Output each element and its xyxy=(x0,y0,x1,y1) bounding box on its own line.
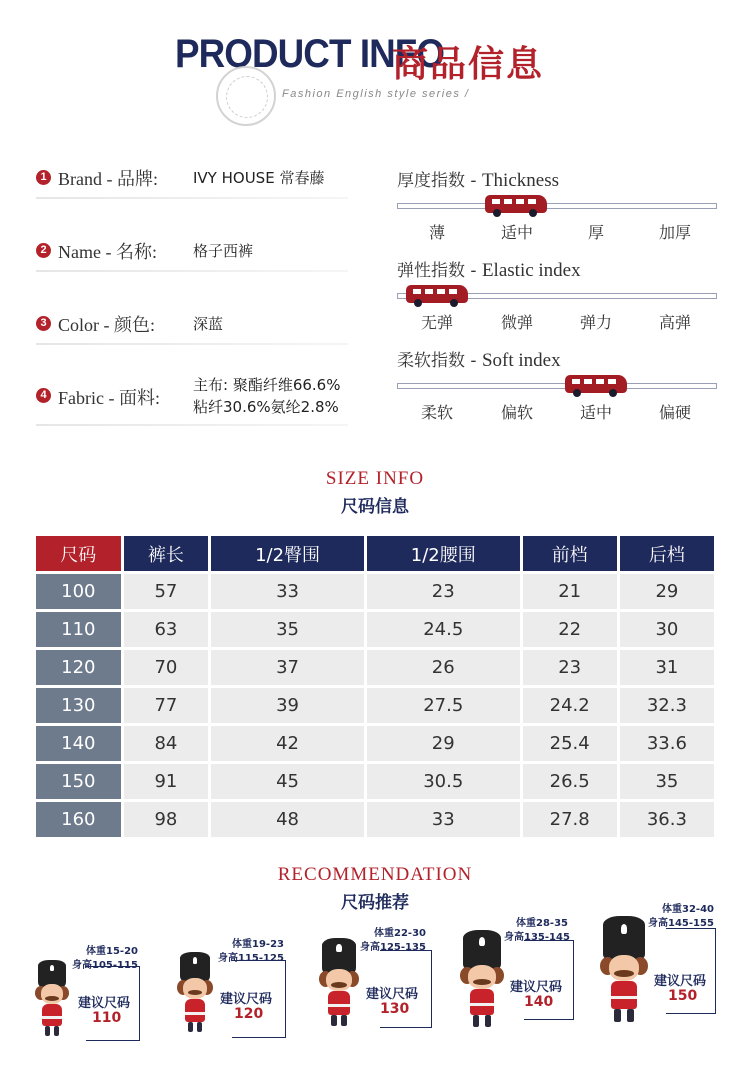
index-label: 加厚 xyxy=(658,223,691,242)
seal-logo xyxy=(216,66,276,126)
table-cell: 33 xyxy=(211,574,364,609)
size-cell: 160 xyxy=(36,802,121,837)
column-header: 1/2臀围 xyxy=(211,536,364,571)
number-badge: 4 xyxy=(36,388,51,403)
weight-range: 体重19-23 xyxy=(232,939,284,950)
index-label: 高弹 xyxy=(658,313,691,332)
table-cell: 21 xyxy=(523,574,617,609)
column-header: 尺码 xyxy=(36,536,121,571)
table-cell: 37 xyxy=(211,650,364,685)
attribute-value: IVY HOUSE 常春藤 xyxy=(193,169,325,187)
page-title-cn: 商品信息 xyxy=(392,44,545,85)
size-cell: 110 xyxy=(36,612,121,647)
table-cell: 36.3 xyxy=(620,802,714,837)
table-cell: 84 xyxy=(124,726,209,761)
index-label: 偏软 xyxy=(500,403,533,422)
height-range: 身高135-145 xyxy=(504,932,570,943)
table-row xyxy=(36,688,714,723)
height-range: 身高145-155 xyxy=(648,918,714,929)
index-label: 微弹 xyxy=(500,313,533,332)
table-cell: 23 xyxy=(367,574,520,609)
table-row xyxy=(36,612,714,647)
size-cell: 120 xyxy=(36,650,121,685)
index-label: 厚 xyxy=(587,223,604,242)
table-cell: 32.3 xyxy=(620,688,714,723)
recommended-size: 150 xyxy=(668,988,698,1004)
table-cell: 70 xyxy=(124,650,209,685)
size-cell: 140 xyxy=(36,726,121,761)
index-track xyxy=(397,383,717,389)
table-cell: 39 xyxy=(211,688,364,723)
height-range: 身高105-115 xyxy=(72,960,138,971)
divider xyxy=(36,270,348,272)
table-cell: 33 xyxy=(367,802,520,837)
table-row xyxy=(36,764,714,799)
table-cell: 24.5 xyxy=(367,612,520,647)
table-cell: 25.4 xyxy=(523,726,617,761)
table-cell: 63 xyxy=(124,612,209,647)
table-cell: 48 xyxy=(211,802,364,837)
table-cell: 35 xyxy=(620,764,714,799)
table-cell: 31 xyxy=(620,650,714,685)
table-row xyxy=(36,650,714,685)
weight-range: 体重28-35 xyxy=(516,918,568,929)
page-subtitle: Fashion English style series / xyxy=(282,88,470,100)
bus-marker-icon xyxy=(565,375,627,393)
table-cell: 77 xyxy=(124,688,209,723)
height-range: 身高125-135 xyxy=(360,942,426,953)
table-cell: 22 xyxy=(523,612,617,647)
number-badge: 2 xyxy=(36,243,51,258)
table-cell: 29 xyxy=(620,574,714,609)
table-cell: 26.5 xyxy=(523,764,617,799)
table-cell: 24.2 xyxy=(523,688,617,723)
index-label: 无弹 xyxy=(420,313,453,332)
table-cell: 33.6 xyxy=(620,726,714,761)
recommendation-title: RECOMMENDATION xyxy=(277,864,473,885)
divider xyxy=(36,424,348,426)
attribute-value: 深蓝 xyxy=(193,315,224,333)
table-cell: 57 xyxy=(124,574,209,609)
index-label: 适中 xyxy=(579,403,612,422)
attribute-label: Name - 名称: xyxy=(58,242,157,262)
advice-label: 建议尺码 xyxy=(654,974,707,989)
divider xyxy=(36,343,348,345)
attribute-value: 格子西裤 xyxy=(193,242,254,260)
page-title: PRODUCT INFO xyxy=(175,32,445,76)
index-label: 薄 xyxy=(428,223,445,242)
divider xyxy=(36,197,348,199)
weight-range: 体重15-20 xyxy=(86,946,138,957)
table-row xyxy=(36,574,714,609)
attribute-label: Color - 颜色: xyxy=(58,315,155,335)
size-cell: 130 xyxy=(36,688,121,723)
attribute-value-line2: 粘纤30.6%氨纶2.8% xyxy=(193,398,339,416)
height-range: 身高115-125 xyxy=(218,953,284,964)
recommended-size: 110 xyxy=(92,1010,122,1026)
column-header: 前档 xyxy=(523,536,617,571)
table-cell: 91 xyxy=(124,764,209,799)
recommended-size: 140 xyxy=(524,994,554,1010)
table-cell: 26 xyxy=(367,650,520,685)
number-badge: 3 xyxy=(36,316,51,331)
index-label: 适中 xyxy=(500,223,533,242)
advice-label: 建议尺码 xyxy=(366,987,419,1002)
table-cell: 42 xyxy=(211,726,364,761)
advice-label: 建议尺码 xyxy=(78,996,131,1011)
table-cell: 23 xyxy=(523,650,617,685)
size-info-title-cn: 尺码信息 xyxy=(341,497,409,517)
table-row xyxy=(36,726,714,761)
table-cell: 30.5 xyxy=(367,764,520,799)
index-title: 柔软指数 - Soft index xyxy=(397,350,561,371)
table-cell: 98 xyxy=(124,802,209,837)
table-cell: 30 xyxy=(620,612,714,647)
recommended-size: 130 xyxy=(380,1001,410,1017)
size-cell: 100 xyxy=(36,574,121,609)
index-label: 柔软 xyxy=(420,403,453,422)
size-info-title: SIZE INFO xyxy=(325,468,425,489)
table-cell: 35 xyxy=(211,612,364,647)
size-cell: 150 xyxy=(36,764,121,799)
number-badge: 1 xyxy=(36,170,51,185)
size-table xyxy=(33,533,717,840)
weight-range: 体重22-30 xyxy=(374,928,426,939)
table-cell: 29 xyxy=(367,726,520,761)
index-title: 厚度指数 - Thickness xyxy=(397,170,559,191)
advice-label: 建议尺码 xyxy=(510,980,563,995)
advice-label: 建议尺码 xyxy=(220,992,273,1007)
column-header: 后档 xyxy=(620,536,714,571)
weight-range: 体重32-40 xyxy=(662,904,714,915)
index-title: 弹性指数 - Elastic index xyxy=(397,260,581,281)
recommendation-title-cn: 尺码推荐 xyxy=(341,893,409,913)
attribute-value-line1: 主布: 聚酯纤维66.6% xyxy=(193,376,341,394)
table-cell: 27.5 xyxy=(367,688,520,723)
recommended-size: 120 xyxy=(234,1006,264,1022)
table-header-row xyxy=(36,536,714,571)
index-label: 偏硬 xyxy=(658,403,691,422)
index-label: 弹力 xyxy=(579,313,612,332)
bus-marker-icon xyxy=(485,195,547,213)
bus-marker-icon xyxy=(406,285,468,303)
attribute-label: Brand - 品牌: xyxy=(58,169,158,189)
table-row xyxy=(36,802,714,837)
table-cell: 27.8 xyxy=(523,802,617,837)
table-cell: 45 xyxy=(211,764,364,799)
column-header: 1/2腰围 xyxy=(367,536,520,571)
column-header: 裤长 xyxy=(124,536,209,571)
attribute-label: Fabric - 面料: xyxy=(58,388,160,408)
index-track xyxy=(397,203,717,209)
